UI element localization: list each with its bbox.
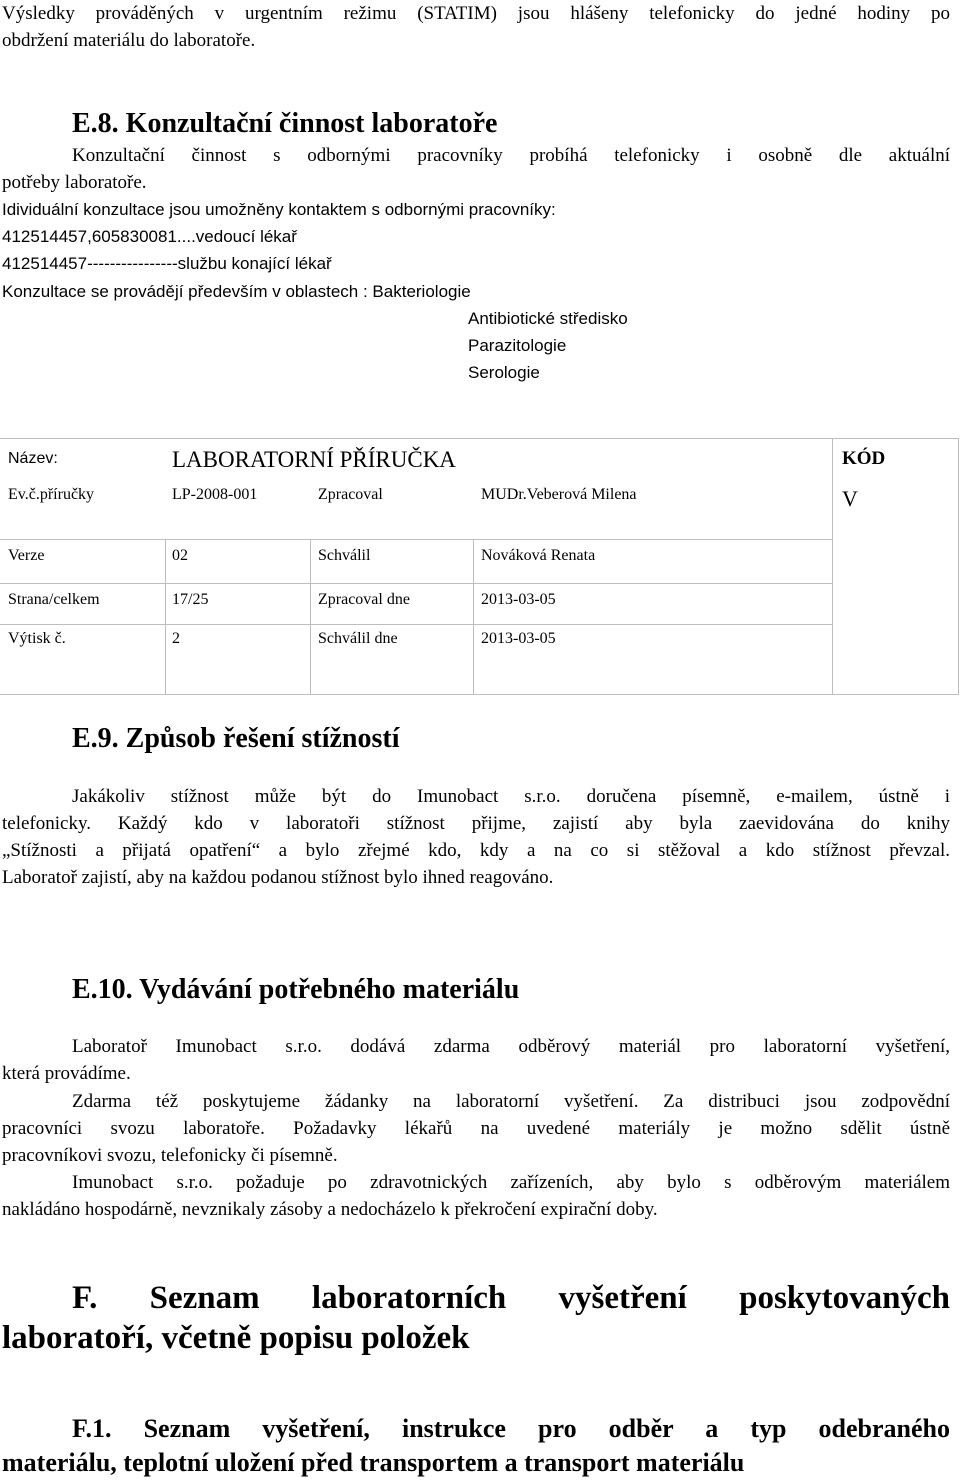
table-rule [0, 583, 832, 584]
e10-line-3: Zdarma též poskytujeme žádanky na laboratorní vyšetření. Za distribuci jsou zodpovědní [72, 1091, 950, 1112]
e10-line-6: Imunobact s.r.o. požaduje po zdravotnických zařízeních, aby bylo s odběrovým materiálem [72, 1172, 950, 1193]
e8-p1-line-2: potřeby laboratoře. [2, 172, 147, 193]
e8-area-item: Parazitologie [468, 336, 567, 355]
table-cell: Zpracoval dne [318, 591, 410, 608]
table-cell: 17/25 [172, 591, 209, 608]
e10-line-7: nakládáno hospodárně, nevznikaly zásoby a nedocházelo k překročení expirační doby. [2, 1199, 658, 1220]
kod-label: KÓD [842, 448, 886, 469]
e10-line-2: která provádíme. [2, 1063, 131, 1084]
table-rule [0, 624, 832, 625]
e8-p2-line-1: Idividuální konzultace jsou umožněny kontaktem s odbornými pracovníky: [2, 200, 556, 219]
section-f-heading-line-1: F. Seznam laboratorních vyšetření poskytovaných [72, 1280, 950, 1316]
table-cell: 02 [172, 547, 188, 564]
table-cell: Zpracoval [318, 486, 383, 503]
intro-line-1: Výsledky prováděných v urgentním režimu (STATIM) jsou hlášeny telefonicky do jedné hodiny po [2, 3, 950, 24]
table-rule [473, 539, 474, 694]
e9-line-1: Jakákoliv stížnost může být do Imunobact s.r.o. doručena písemně, e-mailem, ústně i [72, 786, 950, 807]
table-rule [0, 539, 832, 540]
section-e8-heading: E.8. Konzultační činnost laboratoře [72, 108, 498, 139]
table-cell: LP-2008-001 [172, 486, 258, 503]
table-cell: MUDr.Veberová Milena [481, 486, 637, 503]
section-f1-heading-line-2: materiálu, teplotní uložení před transportem a transport materiálu [2, 1448, 745, 1477]
e9-line-4: Laboratoř zajistí, aby na každou podanou stížnost bylo ihned reagováno. [2, 867, 554, 888]
e8-areas-intro: Konzultace se provádějí především v oblastech : Bakteriologie [2, 282, 471, 301]
table-cell: Schválil dne [318, 630, 398, 647]
intro-line-2: obdržení materiálu do laboratoře. [2, 30, 256, 51]
e8-p2-line-3: 412514457----------------službu konající lékař [2, 254, 332, 273]
section-e10-heading: E.10. Vydávání potřebného materiálu [72, 974, 520, 1005]
document-header-table [0, 438, 959, 695]
e8-area-item: Serologie [468, 363, 540, 382]
table-cell: Verze [8, 547, 45, 564]
e10-line-1: Laboratoř Imunobact s.r.o. dodává zdarma odběrový materiál pro laboratorní vyšetření, [72, 1036, 950, 1057]
table-cell: Ev.č.příručky [8, 486, 95, 503]
section-f-heading-line-2: laboratoří, včetně popisu položek [2, 1320, 470, 1356]
manual-title: LABORATORNÍ PŘÍRUČKA [172, 447, 456, 472]
e9-line-3: „Stížnosti a přijatá opatření“ a bylo zřejmé kdo, kdy a na co si stěžoval a kdo stížnost převzal. [2, 840, 950, 861]
table-cell: 2013-03-05 [481, 630, 556, 647]
table-cell: 2 [172, 630, 180, 647]
e8-area-item: Antibiotické středisko [468, 309, 628, 328]
e10-line-5: pracovníkovi svozu, telefonicky či písemně. [2, 1145, 338, 1166]
table-cell: Schválil [318, 547, 371, 564]
e9-line-2: telefonicky. Každý kdo v laboratoři stížnost přijme, zajistí aby byla zaevidována do knihy [2, 813, 950, 834]
table-cell: Výtisk č. [8, 630, 66, 647]
table-rule [310, 539, 311, 694]
table-cell: Nováková Renata [481, 547, 596, 564]
e10-line-4: pracovníci svozu laboratoře. Požadavky lékařů na uvedené materiály je možno sdělit ústně [2, 1118, 950, 1139]
table-cell: Strana/celkem [8, 591, 100, 608]
e8-p1-line-1: Konzultační činnost s odbornými pracovníky probíhá telefonicky i osobně dle aktuální [72, 145, 950, 166]
e8-p2-line-2: 412514457,605830081....vedoucí lékař [2, 227, 297, 246]
table-rule [832, 439, 833, 694]
table-cell: 2013-03-05 [481, 591, 556, 608]
nazev-label: Název: [8, 450, 58, 467]
table-rule [165, 539, 166, 694]
kod-value: V [842, 486, 858, 511]
section-e9-heading: E.9. Způsob řešení stížností [72, 723, 400, 754]
section-f1-heading-line-1: F.1. Seznam vyšetření, instrukce pro odběr a typ odebraného [72, 1414, 950, 1443]
